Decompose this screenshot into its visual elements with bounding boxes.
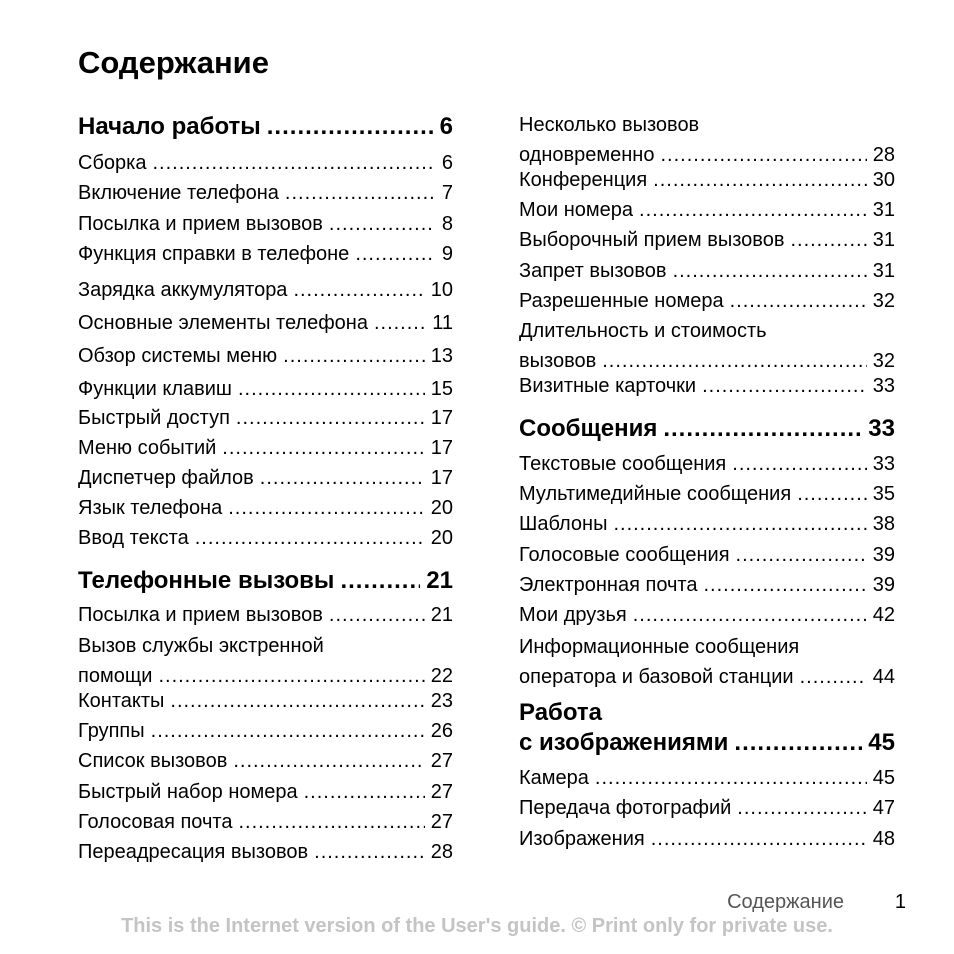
toc-page-number: 17 bbox=[430, 407, 453, 429]
toc-entry-title: Список вызовов bbox=[78, 750, 228, 772]
toc-page-number: 32 bbox=[872, 290, 895, 312]
toc-row bbox=[78, 523, 453, 553]
toc-entry-title: Функция справки в телефоне bbox=[78, 243, 350, 265]
toc-entry bbox=[519, 286, 895, 316]
toc-entry bbox=[78, 275, 453, 305]
toc-row bbox=[519, 449, 895, 479]
toc-entry-title: Посылка и прием вызовов bbox=[78, 604, 323, 626]
toc-entry bbox=[519, 509, 895, 539]
dot-leader bbox=[233, 746, 424, 776]
toc-section-heading bbox=[519, 698, 895, 758]
toc-page-number: 42 bbox=[872, 604, 895, 626]
dot-leader bbox=[222, 433, 424, 463]
toc-page-number: 28 bbox=[872, 144, 895, 166]
toc-entry bbox=[78, 686, 453, 716]
toc-entry-title: Сборка bbox=[78, 152, 147, 174]
toc-row bbox=[519, 479, 895, 509]
toc-row bbox=[78, 341, 453, 371]
toc-row bbox=[78, 112, 453, 142]
toc-entry bbox=[78, 463, 453, 493]
toc-entry bbox=[78, 807, 453, 837]
dot-leader bbox=[283, 341, 425, 371]
toc-page-number: 48 bbox=[872, 828, 895, 850]
toc-entry-title: Обзор системы меню bbox=[78, 345, 278, 367]
toc-page-number: 22 bbox=[430, 665, 453, 687]
toc-row bbox=[519, 414, 895, 444]
toc-heading-title: Сообщения bbox=[519, 415, 658, 442]
dot-leader bbox=[673, 256, 867, 286]
toc-page-number: 33 bbox=[868, 415, 895, 442]
dot-leader bbox=[329, 600, 425, 630]
toc-heading-title: с изображениями bbox=[519, 729, 729, 756]
toc-entry-title: Электронная почта bbox=[519, 574, 698, 596]
toc-row bbox=[519, 728, 895, 758]
toc-entry bbox=[519, 110, 895, 170]
toc-entry-title: Включение телефона bbox=[78, 182, 279, 204]
toc-entry bbox=[78, 433, 453, 463]
dot-leader bbox=[732, 449, 866, 479]
toc-entry bbox=[519, 763, 895, 793]
toc-page-number: 47 bbox=[872, 797, 895, 819]
dot-leader bbox=[340, 566, 420, 596]
dot-leader bbox=[260, 463, 425, 493]
toc-page-number: 45 bbox=[872, 767, 895, 789]
dot-leader bbox=[651, 824, 867, 854]
toc-row bbox=[78, 308, 453, 338]
toc-entry-title: Конференция bbox=[519, 169, 648, 191]
toc-entry bbox=[78, 209, 453, 239]
dot-leader bbox=[800, 662, 867, 692]
toc-page-number: 20 bbox=[430, 497, 453, 519]
toc-entry bbox=[519, 256, 895, 286]
dot-leader bbox=[355, 239, 435, 269]
toc-entry bbox=[78, 523, 453, 553]
toc-page-number: 8 bbox=[441, 213, 453, 235]
toc-page-number: 28 bbox=[430, 841, 453, 863]
toc-row bbox=[519, 540, 895, 570]
toc-entry bbox=[78, 493, 453, 523]
toc-section-heading bbox=[78, 566, 453, 596]
toc-row bbox=[519, 763, 895, 793]
toc-row bbox=[78, 716, 453, 746]
dot-leader bbox=[797, 479, 867, 509]
toc-entry-title: Быстрый доступ bbox=[78, 407, 230, 429]
toc-entry bbox=[78, 178, 453, 208]
toc-entry bbox=[519, 632, 895, 692]
toc-row bbox=[519, 824, 895, 854]
toc-entry-title: Камера bbox=[519, 767, 589, 789]
dot-leader bbox=[633, 600, 867, 630]
toc-entry bbox=[519, 195, 895, 225]
toc-page-number: 17 bbox=[430, 467, 453, 489]
toc-entry bbox=[78, 403, 453, 433]
dot-leader bbox=[304, 777, 425, 807]
toc-row bbox=[78, 178, 453, 208]
toc-heading-title: Телефонные вызовы bbox=[78, 567, 335, 594]
dot-leader bbox=[152, 148, 435, 178]
dot-leader bbox=[151, 716, 425, 746]
toc-row bbox=[78, 746, 453, 776]
toc-page-number: 39 bbox=[872, 574, 895, 596]
toc-entry-title: Изображения bbox=[519, 828, 645, 850]
toc-row bbox=[519, 570, 895, 600]
toc-page-number: 21 bbox=[426, 567, 453, 594]
toc-entry-title: Зарядка аккумулятора bbox=[78, 279, 288, 301]
toc-row bbox=[519, 165, 895, 195]
dot-leader bbox=[653, 165, 867, 195]
dot-leader bbox=[736, 540, 867, 570]
toc-row bbox=[519, 286, 895, 316]
toc-entry bbox=[519, 570, 895, 600]
toc-page-number: 31 bbox=[872, 229, 895, 251]
toc-page-number: 27 bbox=[430, 811, 453, 833]
toc-page-number: 21 bbox=[430, 604, 453, 626]
toc-page-number: 31 bbox=[872, 199, 895, 221]
toc-page-number: 20 bbox=[430, 527, 453, 549]
dot-leader bbox=[267, 112, 434, 142]
toc-row bbox=[519, 662, 895, 692]
toc-page-number: 23 bbox=[430, 690, 453, 712]
footer-section-label: Содержание bbox=[727, 891, 844, 913]
toc-entry bbox=[78, 631, 453, 691]
toc-page-number: 15 bbox=[430, 378, 453, 400]
toc-row bbox=[78, 209, 453, 239]
toc-page-number: 32 bbox=[872, 350, 895, 372]
toc-row bbox=[519, 793, 895, 823]
toc-page-number: 9 bbox=[441, 243, 453, 265]
toc-row bbox=[78, 600, 453, 630]
toc-entry-title: Посылка и прием вызовов bbox=[78, 213, 323, 235]
toc-row bbox=[519, 600, 895, 630]
toc-entry-title-line1: Вызов службы экстренной bbox=[78, 635, 324, 657]
dot-leader bbox=[314, 837, 425, 867]
toc-entry bbox=[78, 148, 453, 178]
toc-entry bbox=[78, 777, 453, 807]
toc-entry-title: помощи bbox=[78, 665, 153, 687]
toc-page-number: 33 bbox=[872, 453, 895, 475]
toc-entry-title-line1: Информационные сообщения bbox=[519, 636, 800, 658]
toc-entry-title: Текстовые сообщения bbox=[519, 453, 727, 475]
toc-entry bbox=[519, 165, 895, 195]
toc-page-number: 11 bbox=[432, 312, 453, 334]
dot-leader bbox=[228, 493, 425, 523]
toc-page-number: 44 bbox=[872, 666, 895, 688]
toc-entry bbox=[78, 716, 453, 746]
toc-row bbox=[519, 225, 895, 255]
toc-page-number: 27 bbox=[430, 750, 453, 772]
toc-entry-title: Группы bbox=[78, 720, 145, 742]
toc-entry-title: Мои друзья bbox=[519, 604, 627, 626]
toc-page-number: 10 bbox=[430, 279, 453, 301]
toc-entry bbox=[519, 449, 895, 479]
toc-page-number: 30 bbox=[872, 169, 895, 191]
toc-entry bbox=[519, 225, 895, 255]
toc-row bbox=[78, 148, 453, 178]
footer-page-number: 1 bbox=[894, 891, 906, 913]
toc-entry-title: Контакты bbox=[78, 690, 165, 712]
toc-entry bbox=[519, 540, 895, 570]
toc-entry bbox=[78, 308, 453, 338]
dot-leader bbox=[595, 763, 867, 793]
toc-entry-title: Разрешенные номера bbox=[519, 290, 724, 312]
toc-entry-title: Диспетчер файлов bbox=[78, 467, 254, 489]
page-title: Содержание bbox=[78, 45, 269, 80]
toc-row bbox=[78, 374, 453, 404]
toc-page-number: 26 bbox=[430, 720, 453, 742]
toc-entry bbox=[519, 371, 895, 401]
toc-entry-title: Шаблоны bbox=[519, 513, 608, 535]
toc-entry-title: Переадресация вызовов bbox=[78, 841, 309, 863]
toc-row bbox=[78, 686, 453, 716]
footer-disclaimer: This is the Internet version of the User's guide. © Print only for private use. bbox=[121, 915, 833, 937]
toc-page-number: 33 bbox=[872, 375, 895, 397]
dot-leader bbox=[293, 275, 424, 305]
toc-entry-title: Ввод текста bbox=[78, 527, 189, 549]
toc-row bbox=[78, 433, 453, 463]
toc-entry-title: Мои номера bbox=[519, 199, 634, 221]
toc-row bbox=[78, 777, 453, 807]
toc-page-number: 7 bbox=[441, 182, 453, 204]
dot-leader bbox=[790, 225, 866, 255]
toc-page-number: 38 bbox=[872, 513, 895, 535]
toc-page-number: 13 bbox=[430, 345, 453, 367]
toc-entry-title: Основные элементы телефона bbox=[78, 312, 368, 334]
toc-entry-title: Меню событий bbox=[78, 437, 217, 459]
toc-page-number: 6 bbox=[439, 113, 453, 140]
toc-page-number: 27 bbox=[430, 781, 453, 803]
dot-leader bbox=[195, 523, 425, 553]
toc-row bbox=[78, 275, 453, 305]
toc-entry bbox=[519, 479, 895, 509]
toc-page-number: 6 bbox=[441, 152, 453, 174]
toc-page-number: 17 bbox=[430, 437, 453, 459]
toc-entry-title: одновременно bbox=[519, 144, 655, 166]
toc-entry bbox=[519, 316, 895, 376]
toc-page-number: 45 bbox=[868, 729, 895, 756]
toc-entry bbox=[78, 239, 453, 269]
dot-leader bbox=[329, 209, 435, 239]
toc-row bbox=[519, 195, 895, 225]
toc-page-number: 31 bbox=[872, 260, 895, 282]
dot-leader bbox=[734, 728, 862, 758]
toc-row bbox=[519, 371, 895, 401]
dot-leader bbox=[236, 403, 425, 433]
toc-entry-title: Передача фотографий bbox=[519, 797, 732, 819]
toc-row bbox=[78, 403, 453, 433]
toc-row bbox=[78, 463, 453, 493]
toc-row bbox=[78, 566, 453, 596]
toc-entry bbox=[78, 600, 453, 630]
dot-leader bbox=[285, 178, 435, 208]
toc-entry-title: вызовов bbox=[519, 350, 597, 372]
toc-entry bbox=[78, 746, 453, 776]
toc-entry-title: Выборочный прием вызовов bbox=[519, 229, 785, 251]
toc-row bbox=[78, 239, 453, 269]
toc-entry bbox=[78, 341, 453, 371]
dot-leader bbox=[702, 371, 867, 401]
dot-leader bbox=[703, 570, 866, 600]
toc-row bbox=[78, 807, 453, 837]
toc-row bbox=[78, 493, 453, 523]
toc-row bbox=[519, 509, 895, 539]
toc-entry-title-line1: Длительность и стоимость bbox=[519, 320, 767, 342]
toc-page-number: 35 bbox=[872, 483, 895, 505]
toc-entry bbox=[519, 824, 895, 854]
toc-page-number: 39 bbox=[872, 544, 895, 566]
dot-leader bbox=[639, 195, 867, 225]
toc-entry-title: Голосовая почта bbox=[78, 811, 233, 833]
toc-row bbox=[78, 837, 453, 867]
dot-leader bbox=[170, 686, 424, 716]
toc-entry bbox=[78, 374, 453, 404]
toc-entry-title: Язык телефона bbox=[78, 497, 223, 519]
toc-entry-title: Быстрый набор номера bbox=[78, 781, 298, 803]
dot-leader bbox=[613, 509, 866, 539]
toc-row bbox=[519, 256, 895, 286]
toc-entry-title: оператора и базовой станции bbox=[519, 666, 794, 688]
toc-entry bbox=[519, 793, 895, 823]
dot-leader bbox=[238, 374, 425, 404]
toc-entry bbox=[519, 600, 895, 630]
dot-leader bbox=[737, 793, 866, 823]
toc-entry-title: Функции клавиш bbox=[78, 378, 232, 400]
toc-entry-title: Визитные карточки bbox=[519, 375, 697, 397]
toc-section-heading bbox=[78, 112, 453, 142]
toc-heading-title-line1: Работа bbox=[519, 699, 603, 726]
dot-leader bbox=[730, 286, 867, 316]
toc-entry bbox=[78, 837, 453, 867]
toc-entry-title: Запрет вызовов bbox=[519, 260, 667, 282]
dot-leader bbox=[663, 414, 862, 444]
toc-heading-title: Начало работы bbox=[78, 113, 261, 140]
toc-entry-title: Голосовые сообщения bbox=[519, 544, 730, 566]
toc-entry-title-line1: Несколько вызовов bbox=[519, 114, 700, 136]
dot-leader bbox=[374, 308, 426, 338]
toc-section-heading bbox=[519, 414, 895, 444]
dot-leader bbox=[238, 807, 424, 837]
toc-entry-title: Мультимедийные сообщения bbox=[519, 483, 792, 505]
